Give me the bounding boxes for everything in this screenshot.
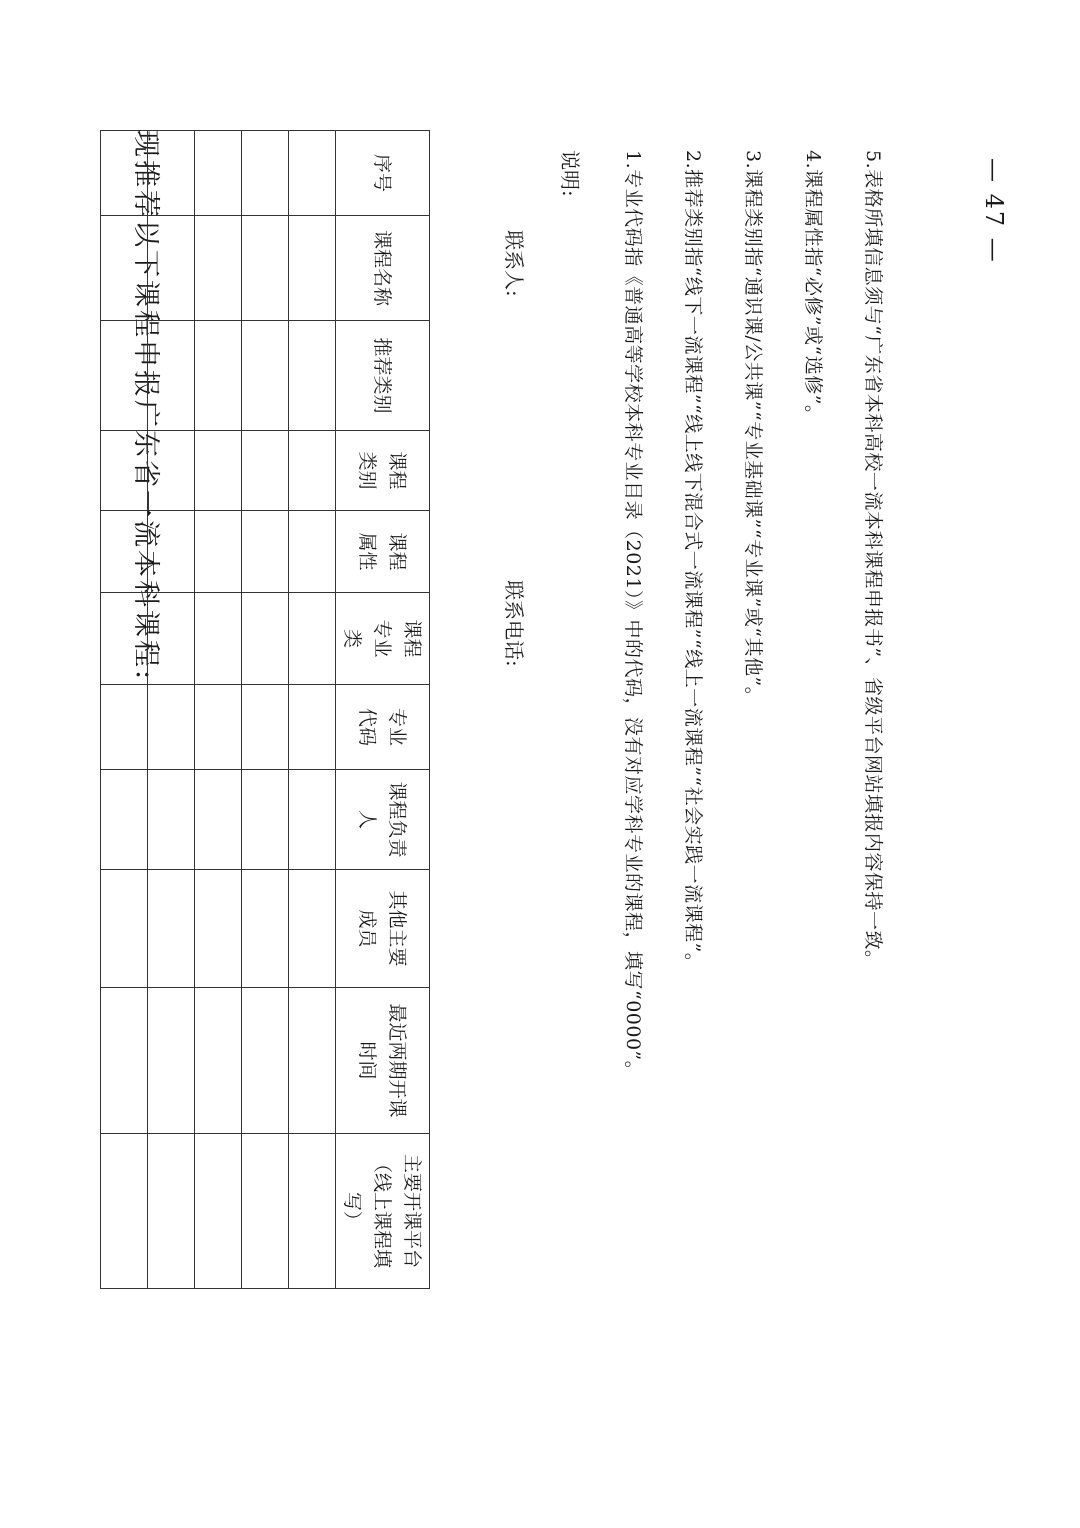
table-cell — [289, 511, 336, 593]
table-row — [242, 131, 289, 1289]
table-cell — [289, 431, 336, 511]
table-cell — [289, 1134, 336, 1289]
table-cell — [101, 131, 148, 216]
note-item: 2.推荐类别指“线下一流课程”“线上线下混合式一流课程”“线上一流课程”“社会实践一流课程”。 — [682, 150, 704, 973]
notes-label: 说明: — [558, 150, 582, 197]
table-cell — [195, 431, 242, 511]
table-cell — [101, 511, 148, 593]
table-cell — [242, 131, 289, 216]
table-cell — [101, 321, 148, 431]
header-cell: 课程名称 — [336, 216, 430, 321]
intro-text: 现推荐以下课程申报广东省一流本科课程: — [130, 130, 161, 683]
table-cell — [101, 685, 148, 770]
table-header-row — [336, 131, 430, 1289]
header-cell: 序号 — [336, 131, 430, 216]
table-cell — [242, 431, 289, 511]
table-cell — [195, 593, 242, 685]
note-item: 5.表格所填信息须与“广东省本科高校一流本科课程申报书”、省级平台网站填报内容保持一致。 — [862, 150, 884, 970]
rotated-form-page — [90, 130, 1030, 1490]
table-row — [195, 131, 242, 1289]
table-cell — [148, 511, 195, 593]
table-cell — [101, 1134, 148, 1289]
table-cell — [195, 685, 242, 770]
note-item: 3.课程类别指“通识课/公共课”“专业基础课”“专业课”或“其他”。 — [742, 150, 764, 707]
table-cell — [101, 593, 148, 685]
table-cell — [242, 216, 289, 321]
table-cell — [148, 870, 195, 988]
header-cell: 课程属性 — [336, 511, 430, 593]
table-cell — [242, 321, 289, 431]
table-cell — [242, 870, 289, 988]
table-cell — [148, 431, 195, 511]
table-cell — [242, 770, 289, 870]
table-cell — [148, 216, 195, 321]
header-cell: 主要开课平台（线上课程填写） — [336, 1134, 430, 1289]
table-row — [148, 131, 195, 1289]
table-cell — [242, 593, 289, 685]
course-recommendation-table — [100, 130, 430, 1289]
header-cell: 课程负责人 — [336, 770, 430, 870]
table-cell — [289, 870, 336, 988]
table-cell — [101, 770, 148, 870]
table-cell — [195, 1134, 242, 1289]
header-cell: 推荐类别 — [336, 321, 430, 431]
table-cell — [242, 685, 289, 770]
table-cell — [289, 593, 336, 685]
header-cell: 专业代码 — [336, 685, 430, 770]
table-cell — [195, 321, 242, 431]
table-cell — [148, 685, 195, 770]
contact-phone-label: 联系电话: — [502, 580, 526, 667]
table-cell — [195, 511, 242, 593]
note-item: 4.课程属性指“必修”或“选修”。 — [802, 150, 824, 425]
table-cell — [195, 770, 242, 870]
header-cell: 其他主要成员 — [336, 870, 430, 988]
table-cell — [289, 321, 336, 431]
table-cell — [289, 770, 336, 870]
table-cell — [148, 131, 195, 216]
table-cell — [101, 870, 148, 988]
table-row — [289, 131, 336, 1289]
table-row — [101, 131, 148, 1289]
note-item: 1.专业代码指《普通高等学校本科专业目录（2021）》中的代码，没有对应学科专业的课程，填写“0000”。 — [622, 150, 644, 1081]
page-number: — 47 — — [980, 158, 1008, 264]
table-cell — [242, 1134, 289, 1289]
table-cell — [195, 988, 242, 1134]
header-cell: 课程专业类 — [336, 593, 430, 685]
table-cell — [148, 321, 195, 431]
table-cell — [289, 131, 336, 216]
table-cell — [101, 431, 148, 511]
table-cell — [242, 511, 289, 593]
table-cell — [148, 988, 195, 1134]
table-cell — [195, 870, 242, 988]
table-cell — [148, 1134, 195, 1289]
table-cell — [289, 216, 336, 321]
table-cell — [101, 216, 148, 321]
table-cell — [242, 988, 289, 1134]
table-cell — [289, 685, 336, 770]
contact-person-label: 联系人: — [502, 230, 526, 297]
table-cell — [195, 131, 242, 216]
table-cell — [148, 770, 195, 870]
table-cell — [289, 988, 336, 1134]
table-cell — [148, 593, 195, 685]
table-cell — [195, 216, 242, 321]
header-cell: 课程类别 — [336, 431, 430, 511]
header-cell: 最近两期开课时间 — [336, 988, 430, 1134]
table-cell — [101, 988, 148, 1134]
